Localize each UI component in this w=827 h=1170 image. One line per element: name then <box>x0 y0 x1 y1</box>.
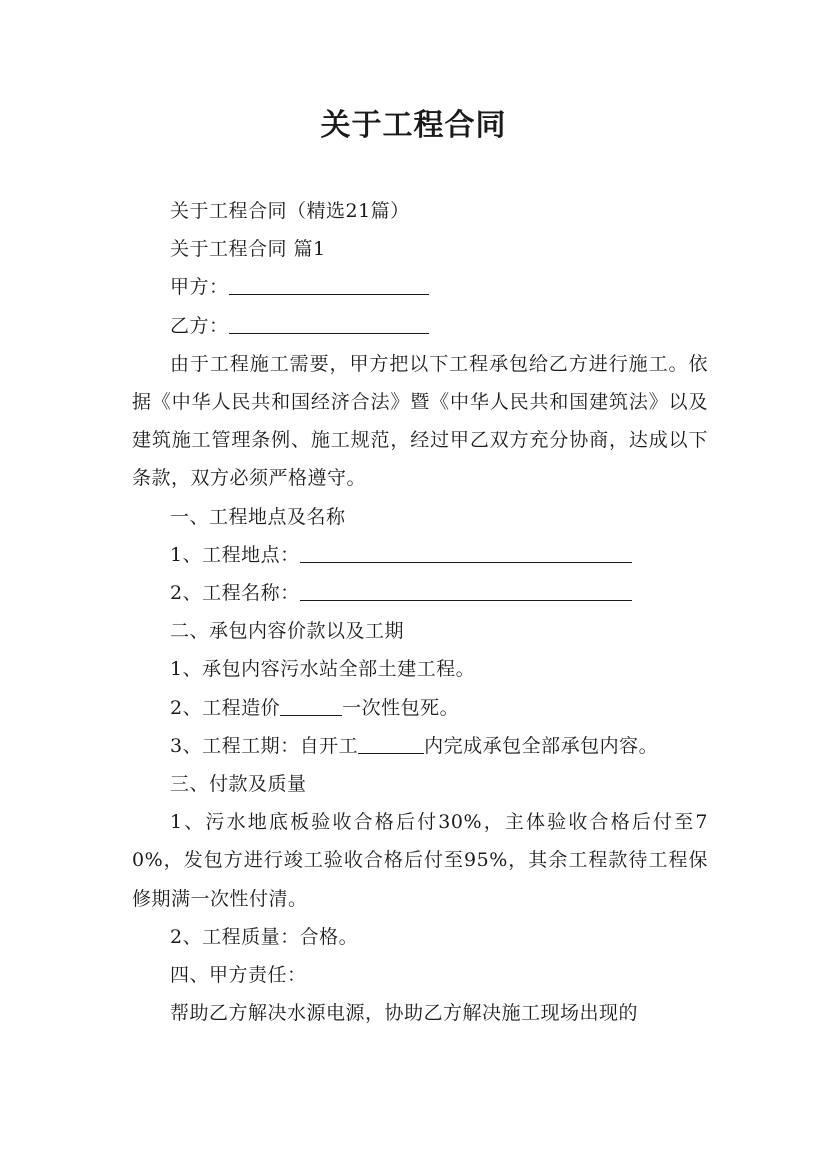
duration-suffix: 内完成承包全部承包内容。 <box>424 734 659 757</box>
section-2-item-2 <box>132 689 708 727</box>
section-3-item-2: 2、工程质量：合格。 <box>170 925 359 948</box>
party-b-label: 乙方： <box>170 314 229 337</box>
document-title: 关于工程合同 <box>320 108 507 143</box>
cost-blank <box>280 695 342 716</box>
section-3-heading: 三、付款及质量 <box>170 773 307 796</box>
party-a-blank <box>229 274 429 295</box>
cost-label: 2、工程造价 <box>170 696 281 719</box>
duration-blank <box>358 733 424 754</box>
section-3-item-1: 1、污水地底板验收合格后付30%，主体验收合格后付至70%，发包方进行竣工验收合格后付至95%，其余工程款待工程保修期满一次性付清。 <box>132 811 708 910</box>
duration-label: 3、工程工期：自开工 <box>170 734 359 757</box>
section-4-paragraph: 帮助乙方解决水源电源，协助乙方解决施工现场出现的 <box>170 1002 639 1025</box>
party-b-line <box>132 307 708 345</box>
section-2-item-3 <box>132 727 708 765</box>
subtitle: 关于工程合同（精选21篇） <box>170 200 410 222</box>
project-location-blank <box>300 542 632 563</box>
section-2-item-1: 1、承包内容污水站全部土建工程。 <box>170 658 476 681</box>
section-heading: 关于工程合同 篇1 <box>170 238 326 261</box>
project-location-label: 1、工程地点： <box>170 543 300 566</box>
section-1-item-2 <box>132 574 708 612</box>
section-2-heading: 二、承包内容价款以及工期 <box>170 620 405 643</box>
project-name-label: 2、工程名称： <box>170 582 300 605</box>
section-4-heading: 四、甲方责任： <box>170 964 307 987</box>
section-1-heading: 一、工程地点及名称 <box>170 505 346 528</box>
party-b-blank <box>229 313 429 334</box>
cost-suffix: 一次性包死。 <box>342 696 460 719</box>
document-body <box>132 192 708 1032</box>
section-1-item-1 <box>132 536 708 574</box>
party-a-line <box>132 268 708 306</box>
party-a-label: 甲方： <box>170 276 229 299</box>
intro-paragraph: 由于工程施工需要，甲方把以下工程承包给乙方进行施工。依据《中华人民共和国经济合法》暨《中华人民共和国建筑法》以及建筑施工管理条例、施工规范，经过甲乙双方充分协商，达成以下条款，双方必须严格遵守。 <box>132 352 708 490</box>
project-name-blank <box>300 580 632 601</box>
